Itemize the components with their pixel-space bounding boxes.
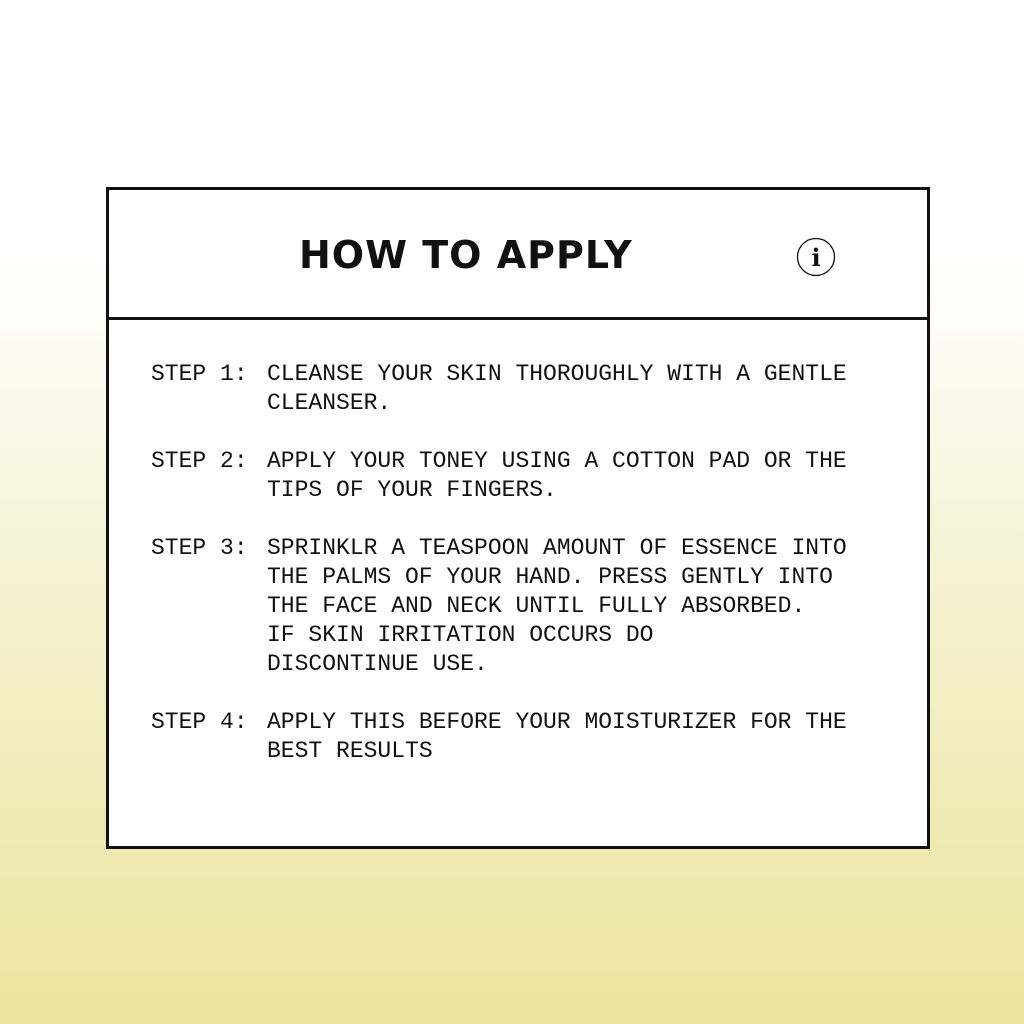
- step-text: APPLY YOUR TONEY USING A COTTON PAD OR THE TIPS OF YOUR FINGERS.: [267, 448, 847, 503]
- step-label: STEP 4:: [151, 709, 248, 735]
- step-1: [151, 360, 911, 418]
- step-text: CLEANSE YOUR SKIN THOROUGHLY WITH A GENTLE CLEANSER.: [267, 361, 847, 416]
- card-header: [109, 190, 927, 320]
- step-text: SPRINKLR A TEASPOON AMOUNT OF ESSENCE INTO THE PALMS OF YOUR HAND. PRESS GENTLY INTO THE FACE AND NECK UNTIL FULLY ABSORBED. IF SKIN IRRITATION OCCURS DO DISCONTINUE USE.: [267, 535, 847, 677]
- steps-list: [151, 360, 911, 795]
- step-2: [151, 447, 911, 505]
- page-title: HOW TO APPLY: [299, 233, 633, 277]
- info-icon[interactable]: [796, 237, 836, 277]
- step-label: STEP 2:: [151, 448, 248, 474]
- info-glyph: i: [811, 243, 821, 272]
- step-4: [151, 708, 911, 766]
- step-3: [151, 534, 911, 679]
- step-label: STEP 1:: [151, 361, 248, 387]
- step-label: STEP 3:: [151, 535, 248, 561]
- step-text: APPLY THIS BEFORE YOUR MOISTURIZER FOR THE BEST RESULTS: [267, 709, 847, 764]
- instructions-card: [106, 187, 930, 849]
